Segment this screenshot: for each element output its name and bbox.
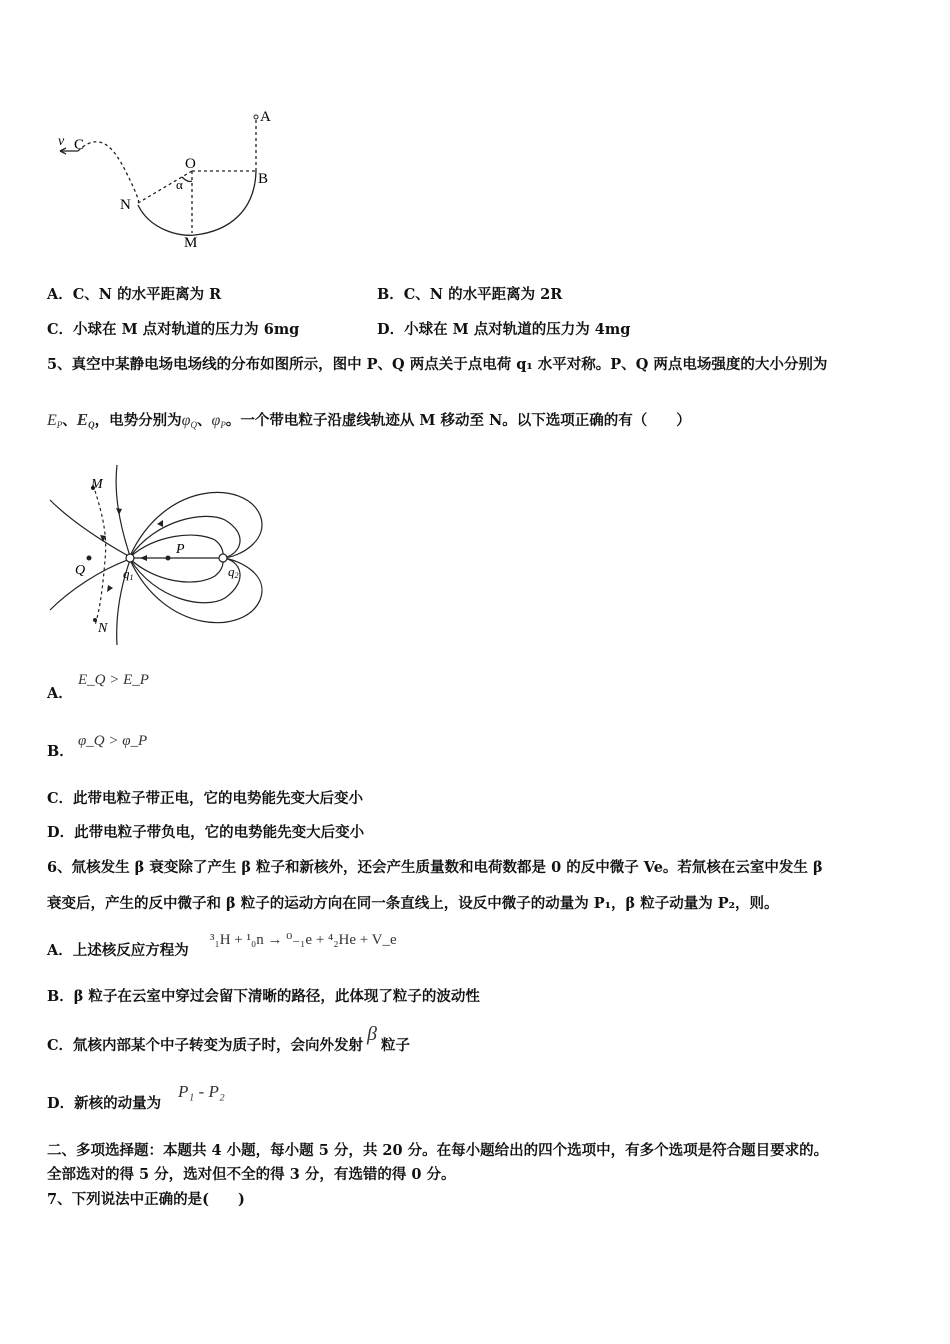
label-v: v bbox=[58, 134, 65, 149]
q5-option-d: D．此带电粒子带负电，它的电势能先变大后变小 bbox=[47, 824, 365, 841]
label-n: N bbox=[98, 621, 108, 636]
point-n-dot bbox=[93, 618, 97, 622]
field-loop-4 bbox=[130, 558, 240, 603]
q5-stem-line1: 5、真空中某静电场电场线的分布如图所示，图中 P、Q 两点关于点电荷 q₁ 水平对称。P、Q 两点电场强度的大小分别为 bbox=[47, 356, 828, 373]
field-line-left-lower bbox=[50, 559, 130, 610]
field-loop-3 bbox=[130, 492, 262, 558]
arrowhead-axis bbox=[140, 555, 147, 561]
arrowhead-top bbox=[116, 508, 122, 515]
track-arc bbox=[138, 171, 256, 235]
point-a-marker bbox=[254, 115, 258, 119]
beta-symbol: β bbox=[367, 1023, 378, 1045]
label-a: A bbox=[260, 109, 271, 125]
alpha-arc bbox=[182, 177, 192, 182]
q5-stem-line2: $E_P$、$E_Q$，电势分别为$\varphi_Q$、$\varphi_P$。一个带电粒子沿虚线轨迹从 M 移动至 N。以下选项正确的有（ ） bbox=[47, 410, 691, 430]
point-p-dot bbox=[166, 556, 171, 561]
q6-option-d-math: P₁ - P₂ bbox=[178, 1082, 225, 1101]
particle-trajectory bbox=[93, 485, 106, 625]
q4-option-d: D．小球在 M 点对轨道的压力为 4mg bbox=[377, 321, 631, 338]
q7-stem: 7、下列说法中正确的是( ) bbox=[47, 1191, 245, 1208]
label-q: Q bbox=[75, 563, 86, 578]
symbol-phip: $\varphi_P$ bbox=[211, 412, 226, 430]
label-b: B bbox=[258, 171, 269, 187]
q5-option-c: C．此带电粒子带正电，它的电势能先变大后变小 bbox=[47, 790, 364, 807]
q6-option-c: C．氚核内部某个中子转变为质子时，会向外发射β粒子 bbox=[47, 1023, 411, 1054]
field-loop-1 bbox=[130, 516, 240, 558]
q6-option-a-equation: ³₁H + ¹₀n → ⁰₋₁e + ⁴₂He + V_e bbox=[210, 932, 397, 948]
charge-q2 bbox=[219, 554, 227, 562]
label-m: M bbox=[184, 235, 198, 251]
field-loop-6 bbox=[130, 558, 262, 623]
section2-header-line1: 二、多项选择题：本题共 4 小题，每小题 5 分，共 20 分。在每小题给出的四个选项中，有多个选项是符合题目要求的。 bbox=[47, 1142, 829, 1159]
track-dashed-curve bbox=[78, 142, 139, 205]
charge-q1 bbox=[126, 554, 134, 562]
label-n: N bbox=[120, 197, 131, 213]
point-q-dot bbox=[87, 556, 92, 561]
q6-option-d: D．新核的动量为 bbox=[47, 1095, 162, 1112]
label-alpha: α bbox=[176, 177, 183, 192]
q6-option-a: A．上述核反应方程为 bbox=[47, 942, 189, 959]
symbol-eq: $E_Q$ bbox=[76, 410, 95, 430]
figure-track-diagram bbox=[50, 105, 290, 255]
section2-header-line2: 全部选对的得 5 分，选对但不全的得 3 分，有选错的得 0 分。 bbox=[47, 1166, 456, 1183]
label-q2: q2 bbox=[228, 564, 239, 580]
q6-stem-line2: 衰变后，产生的反中微子和 β 粒子的运动方向在同一条直线上，设反中微子的动量为 P₁，β 粒子动量为 P₂，则。 bbox=[47, 895, 779, 912]
q5-option-b: B． bbox=[47, 743, 74, 760]
symbol-ep: $E_P$ bbox=[47, 412, 63, 430]
radius-on-dashed bbox=[138, 171, 192, 203]
arrowhead-left bbox=[107, 585, 113, 592]
label-q1: q1 bbox=[123, 566, 134, 582]
symbol-phiq: $\varphi_Q$ bbox=[181, 412, 197, 430]
q4-option-c: C．小球在 M 点对轨道的压力为 6mg bbox=[47, 321, 300, 338]
q5-option-a: A． bbox=[47, 685, 73, 702]
q5-option-b-math: φ_Q > φ_P bbox=[78, 733, 148, 749]
label-o: O bbox=[185, 156, 196, 172]
q4-option-b: B．C、N 的水平距离为 2R bbox=[377, 286, 563, 303]
arrowhead-loop bbox=[157, 520, 163, 527]
q6-stem-line1: 6、氚核发生 β 衰变除了产生 β 粒子和新核外，还会产生质量数和电荷数都是 0 的反中微子 Ve。若氚核在云室中发生 β bbox=[47, 859, 823, 876]
label-p: P bbox=[176, 542, 185, 557]
q6-option-b: B．β 粒子在云室中穿过会留下清晰的路径，此体现了粒子的波动性 bbox=[47, 988, 480, 1005]
label-m: M bbox=[91, 477, 103, 492]
q5-option-a-math: E_Q > E_P bbox=[78, 672, 149, 688]
label-c: C bbox=[74, 137, 85, 153]
q4-option-a: A．C、N 的水平距离为 R bbox=[47, 286, 222, 303]
field-loop-5 bbox=[130, 558, 223, 582]
figure-field-lines bbox=[45, 460, 275, 650]
